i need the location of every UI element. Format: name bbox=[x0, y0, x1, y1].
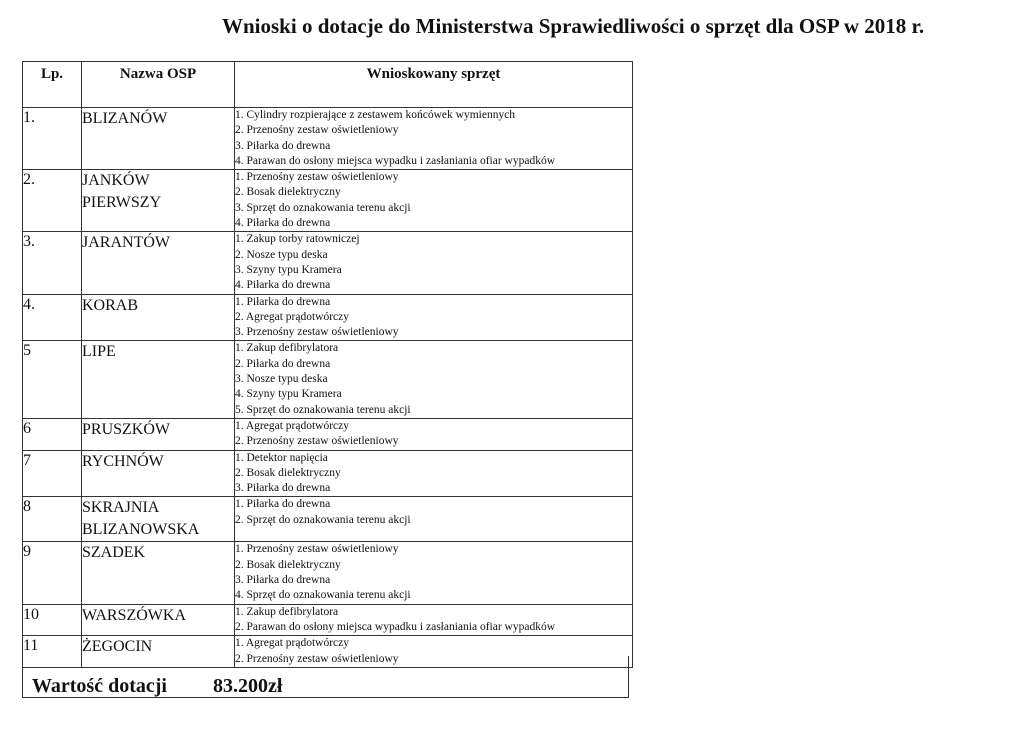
osp-name-line: SKRAJNIA bbox=[82, 499, 160, 517]
equipment-cell bbox=[235, 170, 633, 232]
table-row bbox=[23, 232, 633, 294]
equipment-cell bbox=[235, 450, 633, 497]
equipment-item: 1. Zakup defibrylatora bbox=[235, 342, 339, 355]
osp-name-cell bbox=[82, 604, 235, 636]
table-row bbox=[23, 604, 633, 636]
osp-name-cell bbox=[82, 497, 235, 542]
equipment-cell bbox=[235, 418, 633, 450]
osp-name-cell bbox=[82, 341, 235, 418]
equipment-item: 1. Cylindry rozpierające z zestawem końcówek wymiennych bbox=[235, 109, 516, 121]
equipment-item: 2. Parawan do osłony miejsca wypadku i zasłaniania ofiar wypadków bbox=[235, 620, 555, 633]
header-equipment: Wnioskowany sprzęt bbox=[235, 62, 633, 108]
equipment-item: 3. Piłarka do drewna bbox=[235, 482, 331, 495]
row-number: 7 bbox=[23, 450, 82, 497]
equipment-cell bbox=[235, 542, 633, 604]
equipment-item: 1. Detektor napięcia bbox=[235, 451, 328, 464]
row-number: 10 bbox=[23, 604, 82, 636]
grant-total-box bbox=[22, 656, 629, 698]
row-number: 11 bbox=[23, 636, 82, 668]
document-title: Wnioski o dotacje do Ministerstwa Sprawiedliwości o sprzęt dla OSP w 2018 r. bbox=[222, 14, 925, 38]
equipment-item: 3. Przenośny zestaw oświetleniowy bbox=[235, 326, 399, 339]
equipment-item: 3. Piłarka do drewna bbox=[235, 139, 331, 152]
equipment-cell bbox=[235, 232, 633, 294]
table-row bbox=[23, 341, 633, 418]
equipment-item: 1. Agregat prądotwórczy bbox=[235, 419, 350, 432]
grant-requests-table bbox=[22, 61, 633, 668]
equipment-item: 1. Piłarka do drewna bbox=[235, 498, 331, 511]
osp-name-line: JANKÓW bbox=[82, 172, 150, 190]
row-number: 6 bbox=[23, 418, 82, 450]
osp-name-line: BLIZANOWSKA bbox=[82, 521, 200, 539]
row-number: 5 bbox=[23, 341, 82, 418]
equipment-cell bbox=[235, 294, 633, 341]
equipment-item: 1. Przenośny zestaw oświetleniowy bbox=[235, 171, 399, 184]
table-row bbox=[23, 108, 633, 170]
equipment-item: 2. Bosak dielektryczny bbox=[235, 558, 341, 571]
row-number: 9 bbox=[23, 542, 82, 604]
osp-name-line: RYCHNÓW bbox=[82, 452, 164, 470]
equipment-item: 1. Agregat prądotwórczy bbox=[235, 637, 350, 650]
row-number: 2. bbox=[23, 170, 82, 232]
equipment-item: 1. Piłarka do drewna bbox=[235, 295, 331, 308]
osp-name-cell bbox=[82, 418, 235, 450]
equipment-item: 3. Nosze typu deska bbox=[235, 373, 328, 386]
osp-name-cell bbox=[82, 232, 235, 294]
osp-name-cell bbox=[82, 108, 235, 170]
row-number: 3. bbox=[23, 232, 82, 294]
row-number: 1. bbox=[23, 108, 82, 170]
equipment-item: 4. Piłarka do drewna bbox=[235, 279, 331, 292]
equipment-item: 1. Przenośny zestaw oświetleniowy bbox=[235, 543, 399, 556]
osp-name-line: PIERWSZY bbox=[82, 194, 162, 212]
equipment-item: 3. Szyny typu Kramera bbox=[235, 263, 342, 276]
osp-name-line: LIPE bbox=[82, 343, 116, 361]
osp-name-line: SZADEK bbox=[82, 544, 146, 562]
table-row bbox=[23, 542, 633, 604]
grant-total-label: Wartość dotacji bbox=[32, 675, 167, 697]
table-header-row bbox=[23, 62, 633, 108]
osp-name-line: WARSZÓWKA bbox=[82, 606, 186, 624]
header-osp-name: Nazwa OSP bbox=[82, 62, 235, 108]
equipment-item: 2. Agregat prądotwórczy bbox=[235, 310, 350, 323]
equipment-cell bbox=[235, 604, 633, 636]
equipment-item: 2. Przenośny zestaw oświetleniowy bbox=[235, 124, 399, 137]
osp-name-cell bbox=[82, 170, 235, 232]
osp-name-line: BLIZANÓW bbox=[82, 110, 168, 127]
equipment-item: 3. Sprzęt do oznakowania terenu akcji bbox=[235, 201, 411, 214]
equipment-item: 4. Parawan do osłony miejsca wypadku i zasłaniania ofiar wypadków bbox=[235, 154, 555, 167]
equipment-cell bbox=[235, 108, 633, 170]
osp-name-line: PRUSZKÓW bbox=[82, 420, 171, 438]
equipment-item: 4. Szyny typu Kramera bbox=[235, 388, 342, 401]
row-number: 4. bbox=[23, 294, 82, 341]
equipment-item: 2. Bosak dielektryczny bbox=[235, 186, 341, 199]
header-lp: Lp. bbox=[23, 62, 82, 108]
table-row bbox=[23, 294, 633, 341]
equipment-item: 2. Piłarka do drewna bbox=[235, 357, 331, 370]
equipment-cell bbox=[235, 341, 633, 418]
equipment-item: 2. Bosak dielektryczny bbox=[235, 466, 341, 479]
row-number: 8 bbox=[23, 497, 82, 542]
table-row bbox=[23, 450, 633, 497]
osp-name-cell bbox=[82, 542, 235, 604]
grant-total-value: 83.200zł bbox=[213, 675, 283, 697]
table-row bbox=[23, 418, 633, 450]
equipment-item: 2. Sprzęt do oznakowania terenu akcji bbox=[235, 513, 411, 526]
table-row bbox=[23, 497, 633, 542]
equipment-item: 4. Piłarka do drewna bbox=[235, 217, 331, 230]
osp-name-cell bbox=[82, 294, 235, 341]
equipment-item: 2. Przenośny zestaw oświetleniowy bbox=[235, 652, 399, 665]
equipment-item: 5. Sprzęt do oznakowania terenu akcji bbox=[235, 403, 411, 416]
equipment-item: 4. Sprzęt do oznakowania terenu akcji bbox=[235, 589, 411, 602]
equipment-item: 2. Nosze typu deska bbox=[235, 248, 328, 261]
equipment-cell bbox=[235, 497, 633, 542]
equipment-item: 1. Zakup defibrylatora bbox=[235, 605, 339, 618]
osp-name-line: KORAB bbox=[82, 296, 139, 314]
osp-name-line: ŻEGOCIN bbox=[82, 638, 153, 656]
equipment-item: 1. Zakup torby ratowniczej bbox=[235, 233, 360, 246]
table-row bbox=[23, 170, 633, 232]
equipment-item: 3. Piłarka do drewna bbox=[235, 574, 331, 587]
table-body bbox=[23, 108, 633, 668]
equipment-item: 2. Przenośny zestaw oświetleniowy bbox=[235, 435, 399, 448]
osp-name-cell bbox=[82, 450, 235, 497]
osp-name-line: JARANTÓW bbox=[82, 234, 170, 252]
